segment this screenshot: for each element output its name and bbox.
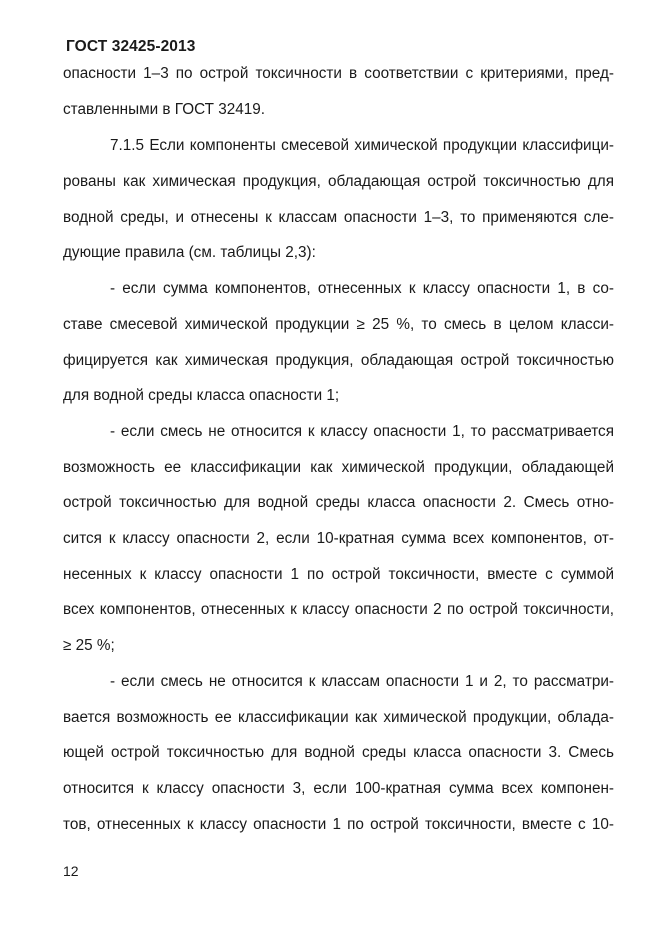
- text-line: ющей острой токсичностью для водной среды класса опасности 3. Смесь: [63, 744, 614, 761]
- text-line: для водной среды класса опасности 1;: [63, 387, 340, 404]
- text-line: вается возможность ее классификации как химической продукции, облада-: [63, 709, 614, 726]
- text-line: ≥ 25 %;: [63, 637, 115, 654]
- text-line: дующие правила (см. таблицы 2,3):: [63, 244, 316, 261]
- text-line: несенных к классу опасности 1 по острой токсичности, вместе с суммой: [63, 566, 614, 583]
- page-number: 12: [63, 863, 79, 879]
- text-line: тов, отнесенных к классу опасности 1 по острой токсичности, вместе с 10-: [63, 816, 614, 833]
- text-line: фицируется как химическая продукция, обладающая острой токсичностью: [63, 352, 614, 369]
- text-line: опасности 1–3 по острой токсичности в соответствии с критериями, пред-: [63, 65, 614, 82]
- text-line: относится к классу опасности 3, если 100-кратная сумма всех компонен-: [63, 780, 614, 797]
- paragraph-start-line: 7.1.5 Если компоненты смесевой химической продукции классифици-: [110, 137, 614, 154]
- text-line: рованы как химическая продукция, обладающая острой токсичностью для: [63, 173, 614, 190]
- text-line: ставе смесевой химической продукции ≥ 25 %, то смесь в целом класси-: [63, 316, 614, 333]
- text-line: водной среды, и отнесены к классам опасности 1–3, то применяются сле-: [63, 209, 614, 226]
- text-line: всех компонентов, отнесенных к классу опасности 2 по острой токсичности,: [63, 601, 614, 618]
- list-item-start-line: - если смесь не относится к классу опасности 1, то рассматривается: [110, 423, 614, 440]
- document-code: ГОСТ 32425-2013: [66, 38, 196, 55]
- text-line: возможность ее классификации как химической продукции, обладающей: [63, 459, 614, 476]
- list-item-start-line: - если сумма компонентов, отнесенных к классу опасности 1, в со-: [110, 280, 614, 297]
- list-item-start-line: - если смесь не относится к классам опасности 1 и 2, то рассматри-: [110, 673, 614, 690]
- text-line: острой токсичностью для водной среды класса опасности 2. Смесь отно-: [63, 494, 614, 511]
- text-line: ставленными в ГОСТ 32419.: [63, 101, 266, 118]
- text-line: сится к классу опасности 2, если 10-кратная сумма всех компонентов, от-: [63, 530, 614, 547]
